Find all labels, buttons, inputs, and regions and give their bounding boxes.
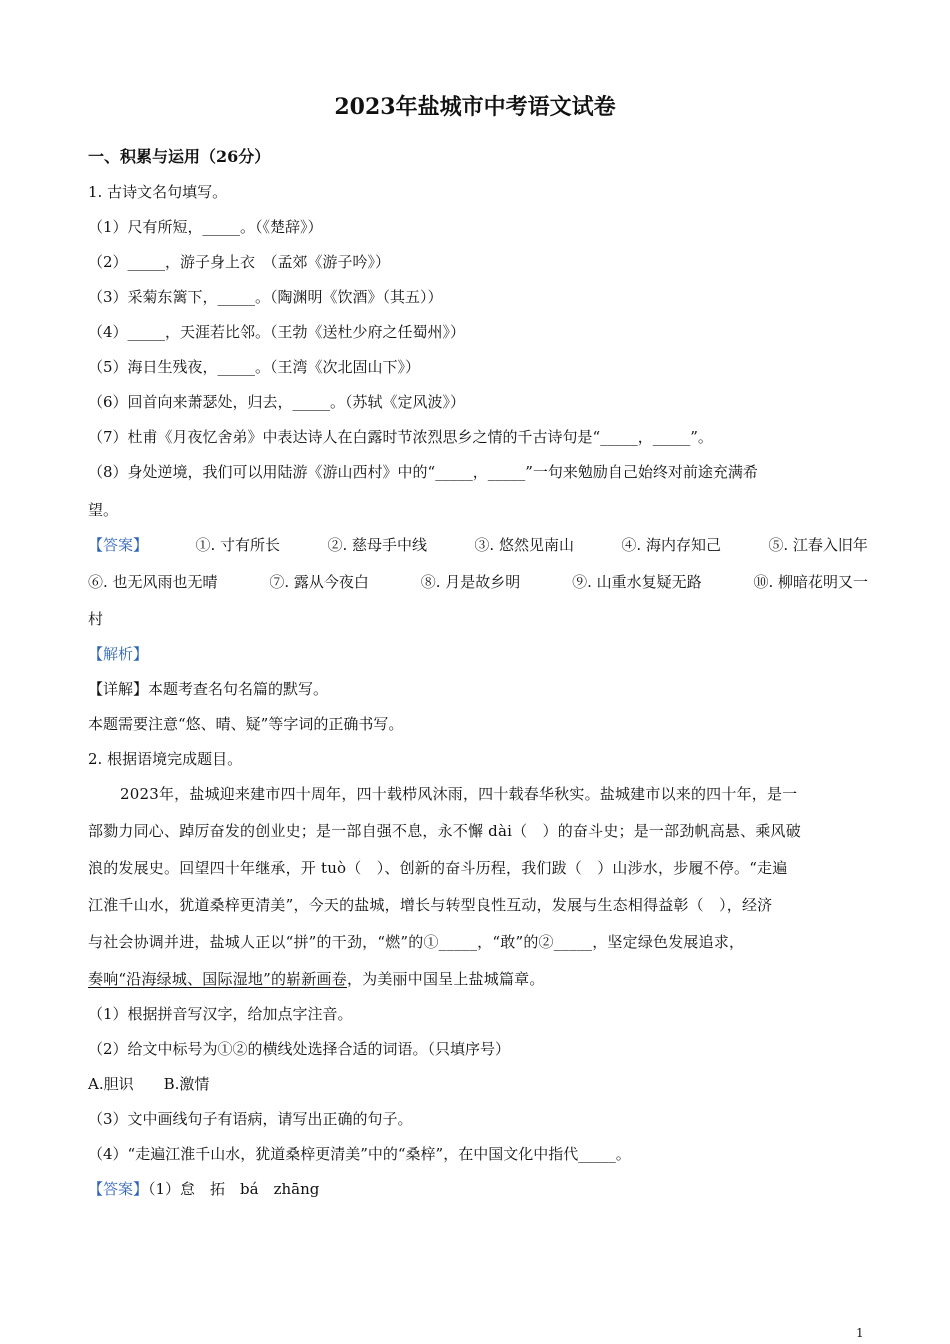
q1-item-6: （6）回首向来萧瑟处，归去，_____。（苏轼《定风波》）: [88, 393, 466, 411]
passage-line-4: 江淮千山水，犹道桑梓更清美”，今天的盐城，增长与转型良性互动，发展与生态相得益彰（ ），经济: [88, 896, 773, 914]
passage-line-5: 与社会协调并进，盐城人正以“拼”的干劲，“燃”的①_____，“敢”的②_____，坚定绿色发展追求，: [88, 933, 745, 951]
answer-tag: 【答案】: [88, 1180, 149, 1198]
answer-item: ⑩. 柳暗花明又一: [753, 573, 868, 591]
q2-sub-2: （2）给文中标号为①②的横线处选择合适的词语。（只填序号）: [88, 1040, 511, 1058]
passage-line-1: 2023年，盐城迎来建市四十周年，四十载栉风沐雨，四十载春华秋实。盐城建市以来的四十年，是一: [120, 785, 798, 803]
q2-answer-line: [88, 1179, 319, 1199]
q1-answers-row-2: [88, 572, 868, 592]
answer-item: ⑤. 江春入旧年: [768, 536, 868, 554]
passage-line-6-rest: ，为美丽中国呈上盐城篇章。: [346, 970, 545, 988]
passage-line-3: 浪的发展史。回望四十年继承，开 tuò（ ）、创新的奋斗历程，我们跋（ ）山涉水，步履不停。“走遍: [88, 859, 788, 877]
answer-item: ⑦. 露从今夜白: [269, 573, 369, 591]
q1-item-3: （3）采菊东篱下，_____。（陶渊明《饮酒》（其五））: [88, 288, 443, 306]
answer-tag: 【答案】: [88, 536, 149, 554]
answer-item: ⑧. 月是故乡明: [420, 573, 521, 591]
q2-sub-4: （4）“走遍江淮千山水，犹道桑梓更清美”中的“桑梓”，在中国文化中指代_____。: [88, 1145, 631, 1163]
q1-answers-row-1: [88, 535, 868, 555]
answer-item: ③. 悠然见南山: [474, 536, 574, 554]
question-1-stem: 1. 古诗文名句填写。: [88, 183, 228, 201]
answer-item: ⑨. 山重水复疑无路: [572, 573, 702, 591]
underlined-sentence: 奏响“沿海绿城、国际湿地”的崭新画卷: [88, 970, 347, 988]
q2-sub-2-options: A.胆识 B.激情: [88, 1075, 210, 1093]
q1-item-8-tail: 望。: [88, 501, 119, 519]
q1-item-8: （8）身处逆境，我们可以用陆游《游山西村》中的“_____，_____”一句来勉励自己始终对前途充满希: [88, 463, 758, 481]
q1-item-7: （7）杜甫《月夜忆舍弟》中表达诗人在白露时节浓烈思乡之情的千古诗句是“_____，_____”。: [88, 428, 713, 446]
q2-sub-1: （1）根据拼音写汉字，给加点字注音。: [88, 1005, 353, 1023]
answer-item: ④. 海内存知己: [621, 536, 721, 554]
answer-item: ⑥. 也无风雨也无晴: [88, 573, 218, 591]
q1-item-2: （2）_____，游子身上衣 （孟郊《游子吟》）: [88, 253, 391, 271]
section-heading: 一、积累与运用（26分）: [88, 147, 271, 166]
q1-item-5: （5）海日生残夜，_____。（王湾《次北固山下》）: [88, 358, 421, 376]
answer-item: ①. 寸有所长: [195, 536, 280, 554]
q2-sub-3: （3）文中画线句子有语病，请写出正确的句子。: [88, 1110, 413, 1128]
question-2-stem: 2. 根据语境完成题目。: [88, 750, 243, 768]
answer-item: ②. 慈母手中线: [327, 536, 427, 554]
q1-item-1: （1）尺有所短，_____。（《楚辞》）: [88, 218, 323, 236]
q1-detail: 【详解】本题考查名句名篇的默写。: [88, 680, 329, 698]
q1-item-4: （4）_____，天涯若比邻。（王勃《送杜少府之任蜀州》）: [88, 323, 466, 341]
page-title: 2023年盐城市中考语文试卷: [334, 94, 616, 120]
passage-line-2: 部勠力同心、踔厉奋发的创业史；是一部自强不息，永不懈 dài（ ）的奋斗史；是一部劲帆高悬、乘风破: [88, 822, 801, 840]
page-number: 1: [856, 1326, 864, 1340]
analysis-tag: 【解析】: [88, 645, 149, 663]
passage-line-6: [88, 969, 545, 989]
q1-answers-tail: 村: [88, 610, 104, 628]
q2-answer-text: （1）怠 拓 bá zhāng: [148, 1180, 320, 1198]
q1-note: 本题需要注意“悠、晴、疑”等字词的正确书写。: [88, 715, 404, 733]
